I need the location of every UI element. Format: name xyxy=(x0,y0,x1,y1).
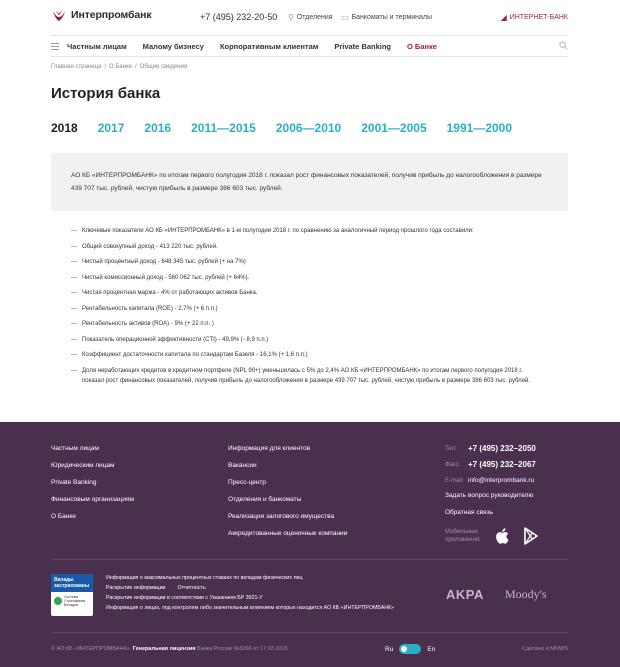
list-item: — Чистый комиссионный доход - 560 062 тыс. рублей (+ 64%). xyxy=(71,273,541,284)
footer-link-press[interactable]: Пресс-центр xyxy=(228,479,267,486)
list-item: — Рентабельность активов (ROA) - 9% (+ 22 п.п. ) xyxy=(71,319,541,330)
controlling-persons-link[interactable]: Информация о лицах, под контролем либо значительным влиянием которых находится АО КБ «ИНТЕРПРОМБАНК» xyxy=(106,605,395,611)
made-by[interactable]: Сделано в MNWS xyxy=(522,646,568,652)
google-play-icon[interactable] xyxy=(521,526,541,546)
lang-en[interactable]: En xyxy=(427,645,436,653)
year-tab-2017[interactable]: 2017 xyxy=(97,121,125,135)
dia-icon xyxy=(54,597,62,605)
header xyxy=(0,0,620,36)
tel-label: Тел: xyxy=(445,445,457,452)
mobile-apps-label: Мобильные приложения: xyxy=(445,529,481,543)
internet-bank-label: ИНТЕРНЕТ-БАНК xyxy=(509,14,568,21)
breadcrumb-about[interactable]: О Банке xyxy=(109,64,132,70)
bullet-list xyxy=(71,226,541,392)
moodys-logo[interactable]: Moody's xyxy=(505,587,547,601)
ask-manager-link[interactable]: Задать вопрос руководителю xyxy=(445,492,534,499)
nav-item-private-banking[interactable]: Private Banking xyxy=(334,41,392,51)
footer-email[interactable]: info@interprombank.ru xyxy=(468,477,535,484)
license-text: Банка России №3266 от 17.03.2015 xyxy=(196,646,288,652)
footer-contacts xyxy=(445,444,575,546)
footer-col-clients xyxy=(51,445,134,530)
list-item: — Ключевые показатели АО КБ «ИНТЕРПРОМБАНК» в 1-м полугодии 2018 г. по сравнению за аналогичный период прошлого года составили: xyxy=(71,226,541,237)
menu-icon[interactable] xyxy=(51,43,59,50)
mobile-apps xyxy=(445,526,575,546)
list-item: — Показатель операционной эффективности (CTI) - 49,9% (- 8,9 п.п.) xyxy=(71,335,541,346)
internet-bank-link[interactable] xyxy=(501,13,568,22)
header-divider xyxy=(51,35,568,36)
license-label: Генеральная лицензия xyxy=(132,646,196,652)
year-tab-2018[interactable]: 2018 xyxy=(51,121,78,135)
list-item: — Доля неработающих кредитов в кредитном портфеле (NPL 90+) уменьшилась с 5% до 2,4% АО КБ «ИНТЕРПРОМБАНК» по итогам первого полугодия 2018 г. показал рост финансовых показателей, получив прибыль до налогообложения в размере 439 707 тыс. рублей, чистую прибыль в размере 386 603 тыс. рублей. xyxy=(71,366,541,387)
search-icon[interactable] xyxy=(559,41,568,50)
internet-bank-icon: ◢ xyxy=(500,13,507,22)
footer-link-private[interactable]: Частным лицам xyxy=(51,445,99,452)
year-tab-2016[interactable]: 2016 xyxy=(144,121,172,135)
breadcrumb-home[interactable]: Главная страница xyxy=(51,64,102,70)
footer-link-private-banking[interactable]: Private Banking xyxy=(51,479,97,486)
akra-logo[interactable]: AKPA xyxy=(446,587,484,602)
card-icon: ▭ xyxy=(341,13,349,22)
deposit-insurance-badge[interactable] xyxy=(51,574,93,616)
list-item: — Общий совокупный доход - 413 220 тыс. рублей. xyxy=(71,242,541,253)
list-item: — Коэффициент достаточности капитала по стандартам Базеля - 16,1% (+ 1,6 п.п.) xyxy=(71,350,541,361)
apple-icon[interactable] xyxy=(493,526,513,546)
deposit-badge-subtitle: Система Страхования Вкладов xyxy=(64,595,86,607)
offices-label: Отделения xyxy=(296,14,333,21)
year-tab-1991-2000[interactable]: 1991—2000 xyxy=(446,121,513,135)
logo-text: Интерпромбанк xyxy=(71,9,152,21)
year-tab-2001-2005[interactable]: 2001—2005 xyxy=(361,121,427,135)
list-item: — Рентабельность капитала (ROE) - 2,7% (+ 6 п.п.) xyxy=(71,304,541,315)
breadcrumb: Главная страница / О Банке / Общие сведения xyxy=(51,64,188,70)
footer-col-info xyxy=(228,445,347,547)
deposit-badge-title: Вклады застрахованы xyxy=(51,574,93,592)
footer-link-offices[interactable]: Отделения и банкоматы xyxy=(228,496,302,503)
reports-link[interactable]: Отчетность xyxy=(177,585,206,591)
main-nav xyxy=(51,38,568,54)
footer-link-financial[interactable]: Финансовым организациям xyxy=(51,496,134,503)
year-tab-2011-2015[interactable]: 2011—2015 xyxy=(191,121,256,135)
nav-item-corporate[interactable]: Корпоративным клиентам xyxy=(219,41,319,51)
nav-item-about[interactable]: О Банке xyxy=(407,41,437,51)
header-phone[interactable]: +7 (495) 232-20-50 xyxy=(200,12,278,22)
footer-link-appraisers[interactable]: Аккредитованные оценочные компании xyxy=(228,530,348,537)
list-item: — Чистая процентная маржа - 4% от работающих активов Банка. xyxy=(71,288,541,299)
footer-divider xyxy=(51,559,568,560)
footer-link-collateral[interactable]: Реализация залогового имущества xyxy=(228,513,335,520)
list-item: — Чистый процентный доход - 648 345 тыс. рублей (+ на 7%) xyxy=(71,257,541,268)
lang-ru[interactable]: Ru xyxy=(385,645,394,653)
nav-item-private[interactable]: Частным лицам xyxy=(67,41,127,51)
disclosure-link[interactable]: Раскрытие информации xyxy=(106,585,166,591)
footer-bottom-divider xyxy=(51,632,568,633)
nav-item-small-business[interactable]: Малому бизнесу xyxy=(142,41,204,51)
offices-link[interactable] xyxy=(288,13,333,22)
bank-russia-link[interactable]: Раскрытие информации в соответствии с Указанием БР 3921-У xyxy=(106,595,263,601)
footer-fax: +7 (495) 232–2067 xyxy=(468,460,536,469)
footer xyxy=(0,422,620,667)
footer-link-legal[interactable]: Юридическим лицам xyxy=(51,462,115,469)
copyright: © АО КБ «ИНТЕРПРОМБАНК». Генеральная лицензия Банка России №3266 от 17.03.2015 xyxy=(51,646,288,652)
logo[interactable] xyxy=(51,7,152,23)
breadcrumb-general: Общие сведения xyxy=(139,64,188,70)
year-tabs xyxy=(51,121,532,135)
summary-box: АО КБ «ИНТЕРПРОМБАНК» по итогам первого полугодия 2018 г. показал рост финансовых показателей, получив прибыль до налогообложения в размере 439 707 тыс. рублей, чистую прибыль в размере 386 603 тыс. рублей. xyxy=(51,153,568,211)
rates-link[interactable]: Информация о максимальных процентных ставках по вкладам физических лиц xyxy=(106,575,303,581)
logo-icon xyxy=(51,7,67,23)
atms-link[interactable] xyxy=(341,13,432,22)
year-tab-2006-2010[interactable]: 2006—2010 xyxy=(275,121,342,135)
footer-phone[interactable]: +7 (495) 232–2050 xyxy=(468,444,536,453)
atms-label: Банкоматы и терминалы xyxy=(351,14,433,21)
nav-divider xyxy=(51,56,568,57)
footer-link-client-info[interactable]: Информация для клиентов xyxy=(228,445,311,452)
feedback-link[interactable]: Обратная связь xyxy=(445,509,493,516)
location-icon: ⚲ xyxy=(288,13,294,22)
fax-label: Факс: xyxy=(445,461,461,468)
disclosure-links xyxy=(106,575,394,615)
email-label: E-mail: xyxy=(445,477,464,484)
footer-link-about[interactable]: О Банке xyxy=(51,513,76,520)
page-title: История банка xyxy=(51,85,161,102)
footer-link-vacancies[interactable]: Вакансии xyxy=(228,462,257,469)
language-switcher xyxy=(385,644,435,654)
language-toggle[interactable] xyxy=(399,644,421,654)
